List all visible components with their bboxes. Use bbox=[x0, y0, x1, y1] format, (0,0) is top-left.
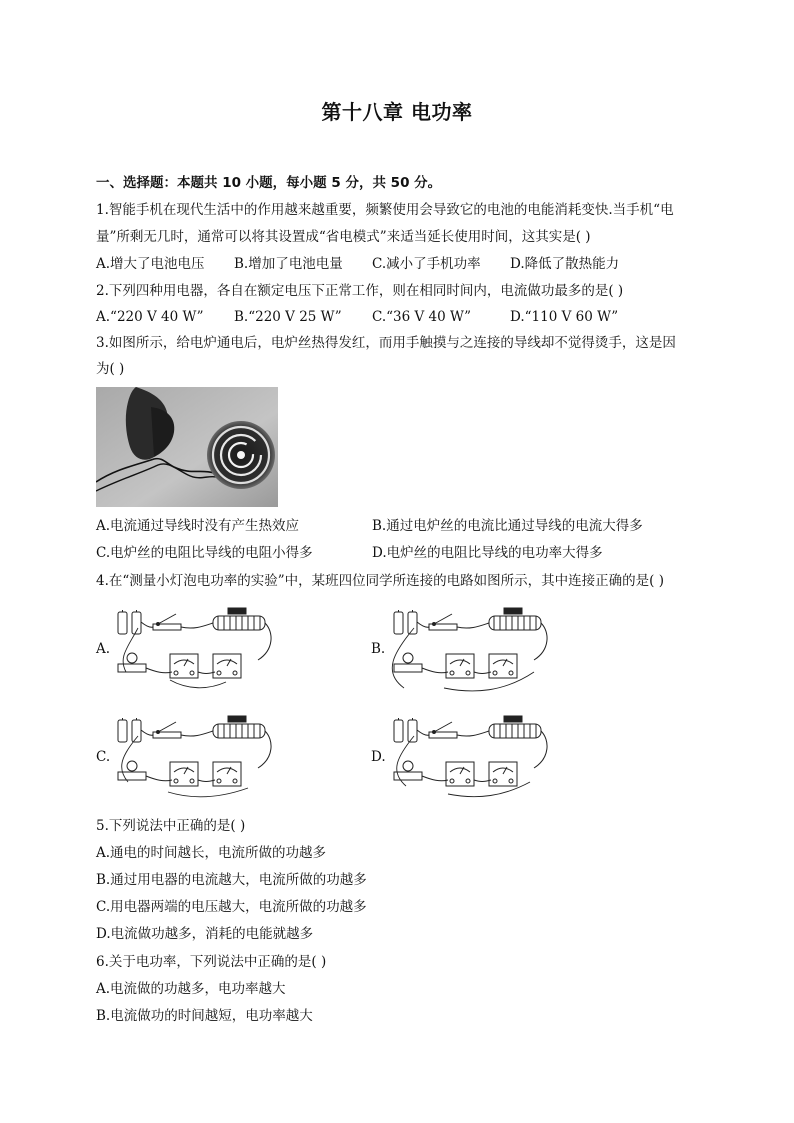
question-1-text-line-2: 量”所剩无几时，通常可以将其设置成“省电模式”来适当延长使用时间，这其实是( ) bbox=[96, 229, 591, 245]
question-3-option-a: A.电流通过导线时没有产生热效应 bbox=[96, 518, 300, 534]
question-3-text-line-1: 3.如图所示，给电炉通电后，电炉丝热得发红，而用手触摸与之连接的导线却不觉得烫手，这是因 bbox=[96, 335, 676, 351]
circuit-diagram-a bbox=[108, 602, 278, 694]
question-1-option-b: B.增加了电池电量 bbox=[234, 256, 343, 272]
question-1-text-line-1: 1.智能手机在现代生活中的作用越来越重要，频繁使用会导致它的电池的电能消耗变快.当手机“电 bbox=[96, 202, 674, 218]
section-heading: 一、选择题：本题共 10 小题，每小题 5 分，共 50 分。 bbox=[96, 175, 442, 191]
question-4-text-line-1: 4.在“测量小灯泡电功率的实验”中，某班四位同学所连接的电路如图所示，其中连接正确的是( ) bbox=[96, 573, 665, 589]
question-2-option-d: D.“110 V 60 W” bbox=[510, 309, 619, 325]
question-1-option-a: A.增大了电池电压 bbox=[96, 256, 205, 272]
circuit-diagram-d bbox=[384, 710, 554, 802]
question-5-option-a: A.通电的时间越长，电流所做的功越多 bbox=[96, 845, 327, 861]
circuit-a-label: A. bbox=[96, 641, 111, 657]
page-title: 第十八章 电功率 bbox=[321, 100, 473, 124]
question-6-option-a: A.电流做的功越多，电功率越大 bbox=[96, 981, 286, 997]
circuit-b-label: B. bbox=[371, 641, 386, 657]
question-5-option-b: B.通过用电器的电流越大，电流所做的功越多 bbox=[96, 872, 367, 888]
question-1-option-c: C.减小了手机功率 bbox=[372, 256, 481, 272]
question-6-text-line-1: 6.关于电功率，下列说法中正确的是( ) bbox=[96, 954, 327, 970]
question-3-option-d: D.电炉丝的电阻比导线的电功率大得多 bbox=[372, 545, 603, 561]
question-6-option-b: B.电流做功的时间越短，电功率越大 bbox=[96, 1008, 313, 1024]
circuit-c-label: C. bbox=[96, 749, 111, 765]
question-2-option-c: C.“36 V 40 W” bbox=[372, 309, 472, 325]
electric-stove-photo bbox=[96, 387, 278, 507]
question-5-option-c: C.用电器两端的电压越大，电流所做的功越多 bbox=[96, 899, 367, 915]
question-5-text-line-1: 5.下列说法中正确的是( ) bbox=[96, 818, 246, 834]
question-5-option-d: D.电流做功越多，消耗的电能就越多 bbox=[96, 926, 314, 942]
question-2-text-line-1: 2.下列四种用电器，各自在额定电压下正常工作，则在相同时间内，电流做功最多的是( ) bbox=[96, 283, 624, 299]
circuit-d-label: D. bbox=[371, 749, 386, 765]
question-1-option-d: D.降低了散热能力 bbox=[510, 256, 620, 272]
question-3-option-b: B.通过电炉丝的电流比通过导线的电流大得多 bbox=[372, 518, 643, 534]
question-2-option-a: A.“220 V 40 W” bbox=[96, 309, 204, 325]
circuit-diagram-b bbox=[384, 602, 554, 694]
question-2-option-b: B.“220 V 25 W” bbox=[234, 309, 342, 325]
question-3-option-c: C.电炉丝的电阻比导线的电阻小得多 bbox=[96, 545, 313, 561]
circuit-diagram-c bbox=[108, 710, 278, 802]
question-3-text-line-2: 为( ) bbox=[96, 361, 125, 377]
